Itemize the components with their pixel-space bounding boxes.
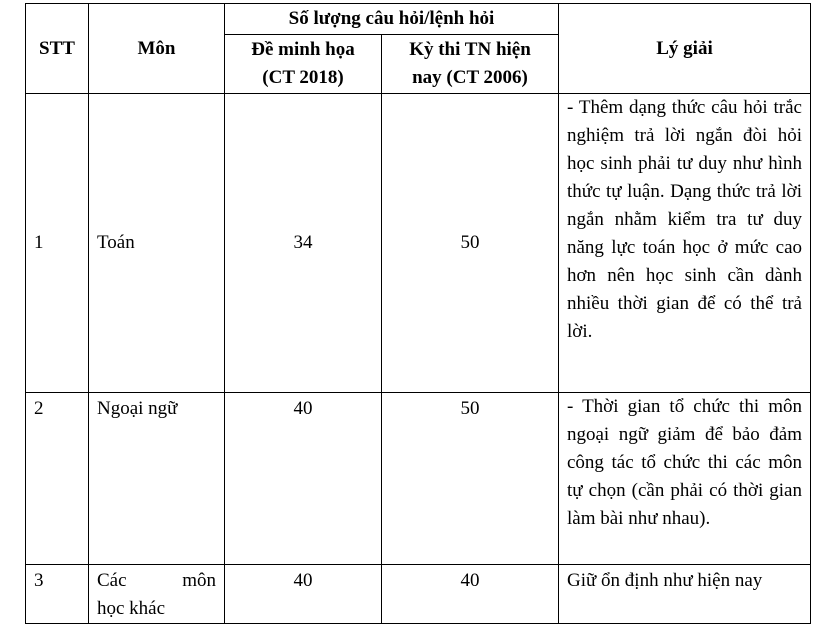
cell-ky-thi: 50	[382, 393, 559, 565]
cell-ky-thi: 40	[382, 565, 559, 624]
header-stt: STT	[26, 4, 89, 94]
header-so-luong: Số lượng câu hỏi/lệnh hỏi	[225, 4, 559, 35]
cell-mon-line2: học khác	[97, 598, 166, 619]
cell-mon	[89, 565, 225, 624]
header-de-minh-hoa-line2: (CT 2018)	[262, 67, 344, 88]
header-ly-giai: Lý giải	[559, 4, 811, 94]
header-row-1	[26, 4, 811, 35]
table-row	[26, 393, 811, 565]
cell-ly-giai: - Thêm dạng thức câu hỏi trắc nghiệm trả lời ngắn đòi hỏi học sinh phải tư duy như hình thức tự luận. Dạng thức trả lời ngắn nhằm kiểm tra tư duy năng lực toán học ở mức cao hơn nên học sinh cần dành nhiều thời gian để có thể trả lời.	[559, 94, 811, 393]
cell-mon: Toán	[89, 94, 225, 393]
table-row	[26, 94, 811, 393]
header-ky-thi	[382, 35, 559, 94]
cell-ky-thi: 50	[382, 94, 559, 393]
header-de-minh-hoa	[225, 35, 382, 94]
header-ky-thi-line1: Kỳ thi TN hiện	[409, 39, 531, 60]
cell-stt: 3	[26, 565, 89, 624]
table-row	[26, 565, 811, 624]
header-ky-thi-line2: nay (CT 2006)	[412, 67, 528, 88]
header-mon: Môn	[89, 4, 225, 94]
cell-de-minh-hoa: 40	[225, 565, 382, 624]
cell-de-minh-hoa: 34	[225, 94, 382, 393]
cell-mon-line1: Các môn	[97, 570, 216, 591]
cell-mon: Ngoại ngữ	[89, 393, 225, 565]
header-de-minh-hoa-line1: Đề minh họa	[251, 39, 355, 60]
cell-ly-giai: Giữ ổn định như hiện nay	[559, 565, 811, 624]
cell-stt: 1	[26, 94, 89, 393]
cell-stt: 2	[26, 393, 89, 565]
cell-ly-giai: - Thời gian tổ chức thi môn ngoại ngữ giảm để bảo đảm công tác tổ chức thi các môn tự chọn (cần phải có thời gian làm bài như nhau).	[559, 393, 811, 565]
comparison-table	[25, 3, 811, 624]
cell-de-minh-hoa: 40	[225, 393, 382, 565]
